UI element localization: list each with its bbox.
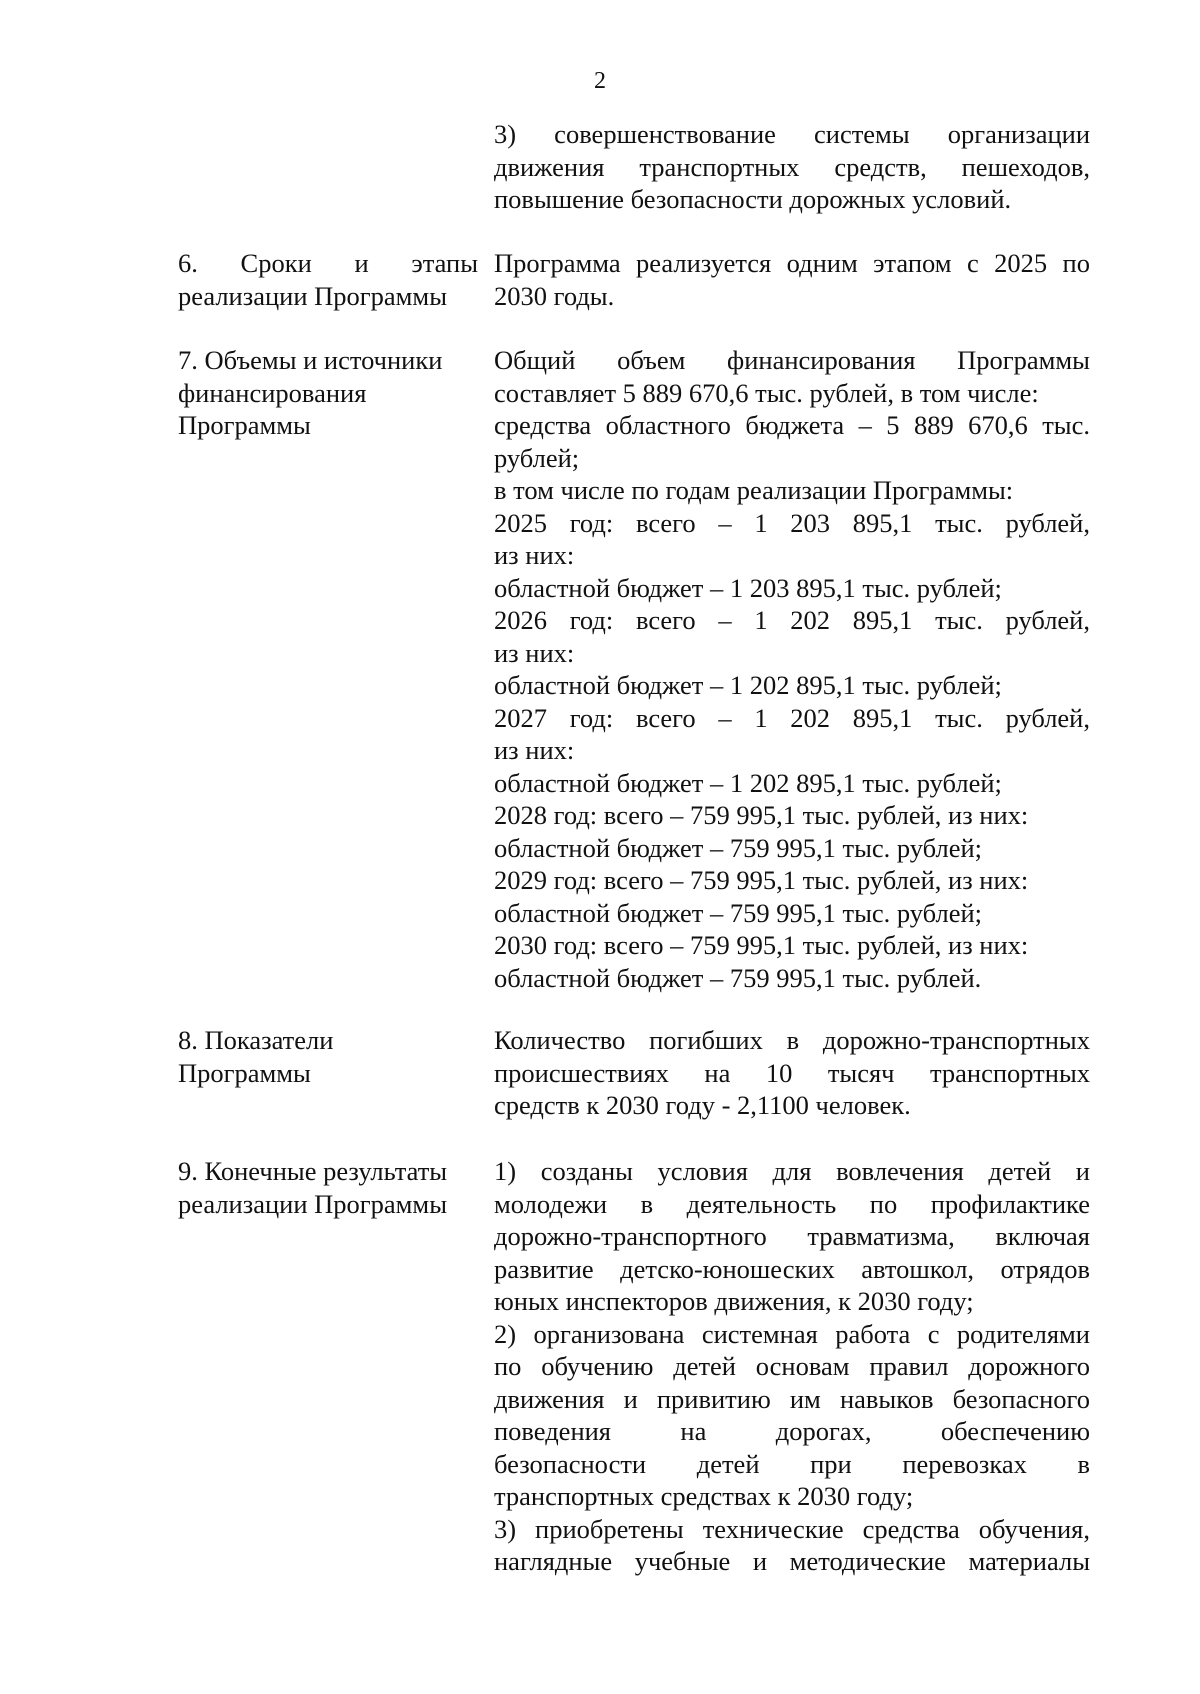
label-line: реализации Программы (178, 280, 447, 311)
label-line: Программы (178, 410, 311, 440)
value-line: 1) созданы условия для вовлечения детей и (494, 1156, 1090, 1186)
value-line: 3) приобретены технические средства обучения, (494, 1513, 1090, 1544)
continuation-text (494, 118, 1090, 216)
text-line: движения транспортных средств, пешеходов, (494, 151, 1090, 182)
value-line: 2) организована системная работа с родителями (494, 1318, 1090, 1349)
value-line: 2030 год: всего – 759 995,1 тыс. рублей, из них: (494, 930, 1029, 960)
value-line: дорожно-транспортного травматизма, включая (494, 1221, 1090, 1251)
value-line: средств к 2030 году - 2,1100 человек. (494, 1090, 911, 1120)
value-line: 2025 год: всего – 1 203 895,1 тыс. рублей, (494, 507, 1090, 538)
value-line: из них: (494, 735, 575, 765)
label-line: реализации Программы (178, 1188, 447, 1219)
value-line: по обучению детей основам правил дорожного (494, 1351, 1090, 1381)
value-line: из них: (494, 540, 575, 570)
value-line: 2026 год: всего – 1 202 895,1 тыс. рублей, (494, 605, 1090, 635)
value-line: наглядные учебные и методические материалы (494, 1546, 1090, 1576)
page-number: 2 (594, 68, 606, 94)
value-line: областной бюджет – 1 202 895,1 тыс. рублей; (494, 670, 1002, 700)
row-value (494, 1024, 1090, 1122)
text-line: 3) совершенствование системы организации (494, 119, 1090, 149)
value-line: 2029 год: всего – 759 995,1 тыс. рублей, из них: (494, 865, 1029, 895)
row-label (178, 1155, 478, 1220)
label-line: 9. Конечные результаты (178, 1156, 448, 1186)
value-line: юных инспекторов движения, к 2030 году; (494, 1286, 974, 1316)
row-value (494, 1155, 1090, 1578)
value-line: безопасности детей при перевозках в (494, 1448, 1090, 1479)
value-line: областной бюджет – 1 203 895,1 тыс. рублей; (494, 572, 1002, 603)
row-label (178, 1024, 478, 1089)
value-line: Программа реализуется одним этапом с 2025 по (494, 248, 1090, 278)
value-line: движения и привитию им навыков безопасного (494, 1383, 1090, 1414)
value-line: областной бюджет – 759 995,1 тыс. рублей. (494, 962, 982, 993)
value-line: Количество погибших в дорожно-транспортных (494, 1025, 1090, 1055)
value-line: рублей; (494, 442, 580, 473)
row-label (178, 247, 478, 312)
label-line: 7. Объемы и источники (178, 345, 443, 375)
value-line: молодежи в деятельность по профилактике (494, 1188, 1090, 1219)
value-line: 2027 год: всего – 1 202 895,1 тыс. рублей, (494, 702, 1090, 733)
label-line: Программы (178, 1057, 311, 1088)
value-line: транспортных средствах к 2030 году; (494, 1481, 914, 1511)
value-line: 2028 год: всего – 759 995,1 тыс. рублей, из них: (494, 800, 1029, 830)
label-line: 8. Показатели (178, 1025, 334, 1055)
value-line: развитие детско-юношеских автошкол, отрядов (494, 1253, 1090, 1284)
value-line: средства областного бюджета – 5 889 670,6 тыс. (494, 410, 1090, 440)
value-line: Общий объем финансирования Программы (494, 345, 1090, 375)
value-line: из них: (494, 637, 575, 668)
value-line: областной бюджет – 759 995,1 тыс. рублей; (494, 897, 983, 928)
row-label (178, 344, 478, 442)
text-line: повышение безопасности дорожных условий. (494, 184, 1012, 214)
label-line: 6. Сроки и этапы (178, 248, 478, 278)
row-value (494, 344, 1090, 994)
row-value (494, 247, 1090, 312)
value-line: поведения на дорогах, обеспечению (494, 1416, 1090, 1446)
value-line: 2030 годы. (494, 280, 615, 311)
value-line: областной бюджет – 759 995,1 тыс. рублей; (494, 832, 983, 863)
value-line: областной бюджет – 1 202 895,1 тыс. рублей; (494, 767, 1002, 798)
value-line: в том числе по годам реализации Программы: (494, 475, 1014, 505)
label-line: финансирования (178, 377, 367, 408)
value-line: происшествиях на 10 тысяч транспортных (494, 1057, 1090, 1088)
value-line: составляет 5 889 670,6 тыс. рублей, в том числе: (494, 377, 1039, 408)
